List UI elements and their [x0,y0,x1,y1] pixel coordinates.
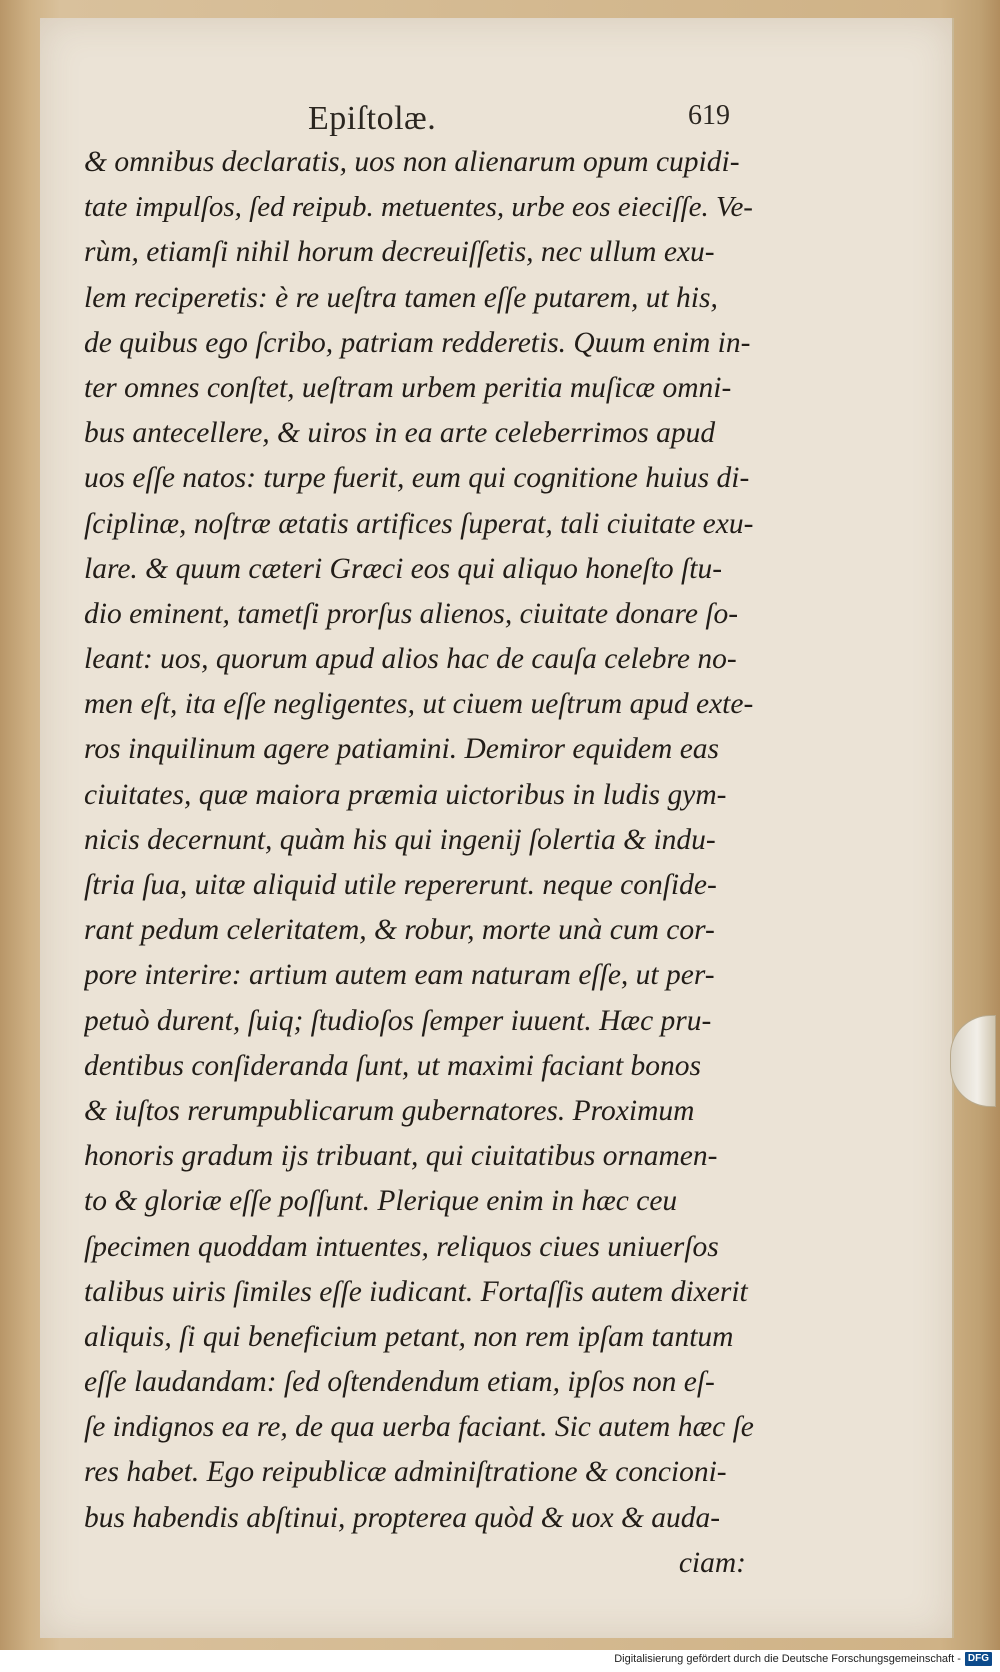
text-line: de quibus ego ſcribo, patriam redderetis. Quum enim in- [84,326,751,359]
text-line: uos eſſe natos: turpe fuerit, eum qui cognitione huius di- [84,462,750,495]
text-line: ſtria ſua, uitæ aliquid utile repererunt. neque conſide- [84,869,717,901]
page-edge-tab [950,1015,996,1107]
text-line: ciuitates, quæ maiora præmia uictoribus in ludis gym- [84,778,727,811]
text-line: ter omnes conſtet, ueſtram urbem peritia muſicæ omni- [84,371,732,404]
digitization-credit [614,1652,992,1666]
credit-text: Digitalisierung gefördert durch die Deutsche Forschungsgemeinschaft - [614,1653,961,1665]
text-line: talibus uiris ſimiles eſſe iudicant. Fortaſſis autem dixerit [84,1275,748,1308]
catchword: ciam: [678,1546,746,1579]
text-line: leant: uos, quorum apud alios hac de cauſa celebre no- [84,643,737,676]
running-title: Epiſtolæ. [308,100,437,137]
text-line: pore interire: artium autem eam naturam eſſe, ut per- [84,959,715,992]
text-line: res habet. Ego reipublicæ adminiſtratione & concioni- [84,1456,727,1489]
text-line: lare. & quum cæteri Græci eos qui aliquo honeſto ſtu- [84,552,723,585]
text-line: to & gloriæ eſſe poſſunt. Plerique enim in hæc ceu [84,1185,678,1218]
text-line: ros inquilinum agere patiamini. Demiror equidem eas [84,733,720,766]
text-line: dentibus conſideranda ſunt, ut maximi faciant bonos [84,1049,701,1082]
text-line: tate impulſos, ſed reipub. metuentes, urbe eos eieciſſe. Ve- [84,191,753,224]
text-line: aliquis, ſi qui beneficium petant, non rem ipſam tantum [84,1320,734,1353]
page-number: 619 [688,100,730,131]
text-line: lem reciperetis: è re ueſtra tamen eſſe putarem, ut his, [84,281,718,314]
text-line: honoris gradum ijs tribuant, qui ciuitatibus ornamen- [84,1140,718,1173]
text-line: & iuſtos rerumpublicarum gubernatores. Proximum [84,1094,695,1127]
text-line: & omnibus declaratis, uos non alienarum opum cupidi- [84,146,740,178]
text-line: ſpecimen quoddam intuentes, reliquos ciues uniuerſos [84,1230,719,1263]
text-line: petuò durent, ſuiq; ſtudioſos ſemper iuuent. Hæc pru- [84,1004,712,1037]
text-line: ſciplinæ, noſtræ ætatis artifices ſuperat, tali ciuitate exu- [84,507,754,540]
text-line: bus antecellere, & uiros in ea arte celeberrimos apud [84,417,716,450]
text-block [84,140,754,1586]
text-line: ſe indignos ea re, de qua uerba faciant. Sic autem hæc ſe [84,1411,754,1444]
text-line: bus habendis abſtinui, propterea quòd & uox & auda- [84,1501,721,1534]
text-line: nicis decernunt, quàm his qui ingenij ſolertia & indu- [84,823,716,856]
text-line: rant pedum celeritatem, & robur, morte unà cum cor- [84,914,715,947]
text-line: men eſt, ita eſſe negligentes, ut ciuem ueſtrum apud exte- [84,688,754,721]
text-line: dio eminent, tametſi prorſus alienos, ciuitate donare ſo- [84,597,739,630]
dfg-logo: DFG [965,1652,992,1666]
text-line: rùm, etiamſi nihil horum decreuiſſetis, nec ullum exu- [84,236,715,269]
text-line: eſſe laudandam: ſed oſtendendum etiam, ipſos non eſ- [84,1366,715,1399]
